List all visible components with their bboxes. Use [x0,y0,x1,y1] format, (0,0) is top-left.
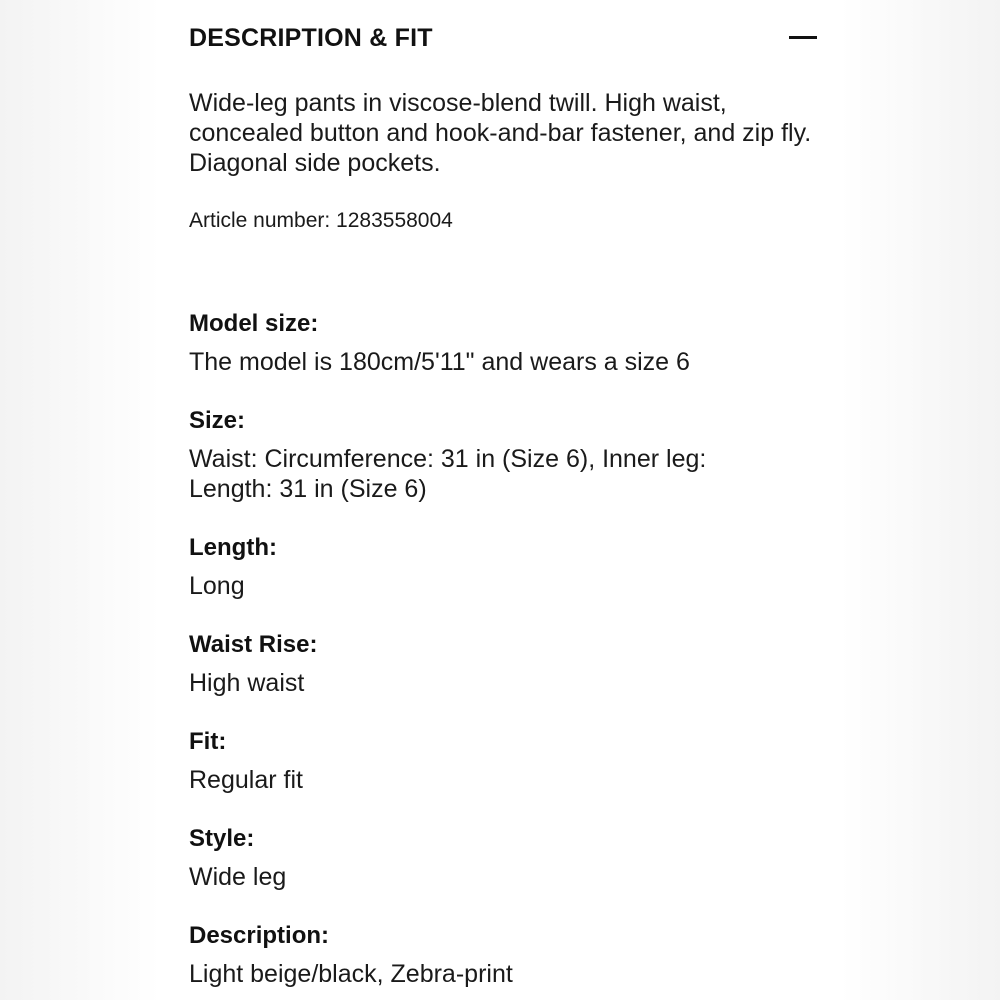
attribute-value: Waist: Circumference: 31 in (Size 6), Inner leg: Length: 31 in (Size 6) [189,445,707,503]
attribute-waist-rise [189,630,829,698]
background-left [0,0,160,1000]
attribute-label: Size: [189,407,246,434]
description-fit-panel [160,0,840,1000]
attribute-style [189,824,829,892]
attribute-description [189,921,829,989]
section-title: DESCRIPTION & FIT [189,24,433,52]
collapse-button[interactable] [787,22,819,54]
attribute-label: Style: [189,825,255,852]
attribute-value: Regular fit [189,766,303,794]
attribute-size [189,406,829,504]
attribute-label: Waist Rise: [189,631,318,658]
accordion-header[interactable] [189,22,819,54]
background-right [840,0,1000,1000]
attribute-value: High waist [189,669,305,697]
attribute-label: Fit: [189,728,227,755]
attribute-fit [189,727,829,795]
minus-icon [789,36,817,39]
attribute-value: Long [189,572,245,600]
attribute-value: Light beige/black, Zebra-print [189,960,513,988]
attribute-label: Length: [189,534,277,561]
attribute-model-size [189,309,829,377]
attribute-label: Description: [189,922,330,949]
article-number: Article number: 1283558004 [189,209,453,232]
attribute-value: The model is 180cm/5'11" and wears a size 6 [189,348,690,376]
attribute-length [189,533,829,601]
product-description: Wide-leg pants in viscose-blend twill. High waist, concealed button and hook-and-bar fastener, and zip fly. Diagonal side pockets. [189,89,812,177]
attribute-value: Wide leg [189,863,287,891]
attribute-label: Model size: [189,310,319,337]
